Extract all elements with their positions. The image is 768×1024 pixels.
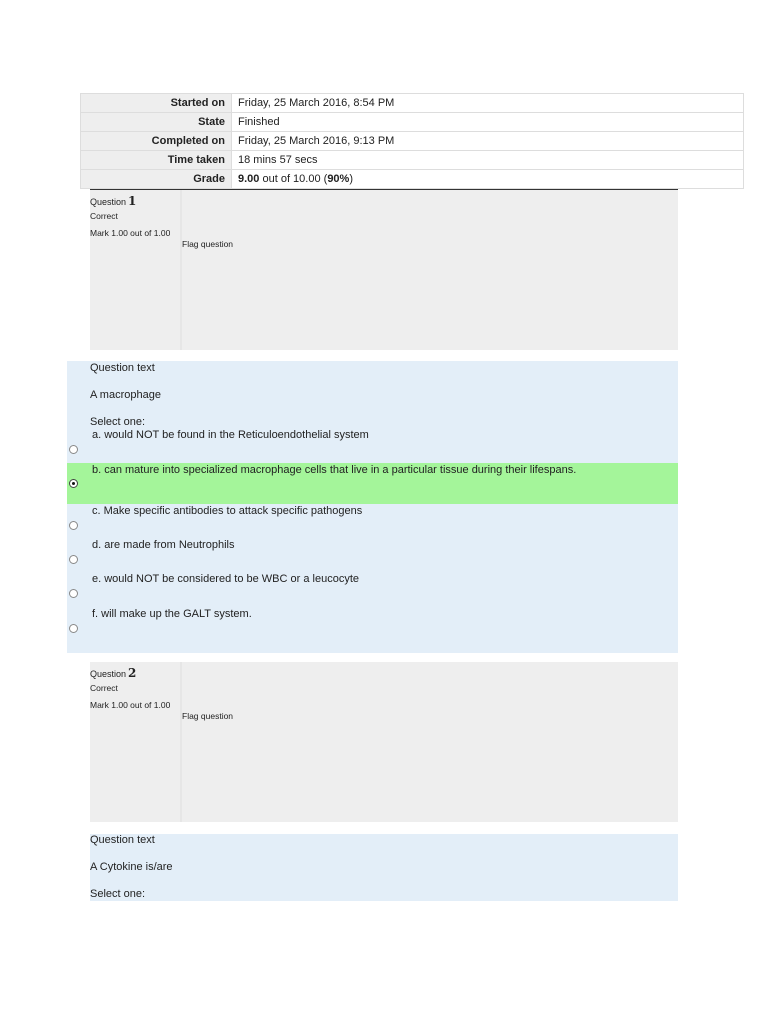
option-radio[interactable] bbox=[69, 589, 78, 598]
option-radio[interactable] bbox=[69, 624, 78, 633]
question-number bbox=[90, 666, 136, 680]
option-label: c. Make specific antibodies to attack specific pathogens bbox=[92, 505, 363, 517]
summary-row-started bbox=[81, 94, 744, 113]
attempt-summary-table bbox=[80, 93, 744, 189]
question-mark: Mark 1.00 out of 1.00 bbox=[90, 700, 171, 710]
info-divider bbox=[180, 190, 182, 350]
option-label: b. can mature into specialized macrophage cells that live in a particular tissue during their lifespans. bbox=[92, 464, 577, 476]
summary-row-state bbox=[81, 113, 744, 132]
question-text-heading: Question text bbox=[90, 834, 155, 846]
grade-value bbox=[232, 170, 744, 189]
grade-mid: out of 10.00 ( bbox=[259, 173, 328, 185]
grade-score: 9.00 bbox=[238, 173, 260, 185]
grade-percent: 90% bbox=[327, 173, 350, 185]
option-radio[interactable] bbox=[69, 479, 78, 488]
summary-row-grade bbox=[81, 170, 744, 189]
question-text-heading: Question text bbox=[90, 362, 155, 374]
option-label: d. are made from Neutrophils bbox=[92, 539, 235, 551]
question-text: A Cytokine is/are bbox=[90, 861, 173, 873]
select-one-label: Select one: bbox=[90, 888, 146, 900]
option-radio[interactable] bbox=[69, 445, 78, 454]
summary-value: Friday, 25 March 2016, 9:13 PM bbox=[232, 132, 744, 151]
summary-value: 18 mins 57 secs bbox=[232, 151, 744, 170]
summary-key: Time taken bbox=[81, 151, 232, 170]
option-radio[interactable] bbox=[69, 521, 78, 530]
summary-key: Grade bbox=[81, 170, 232, 189]
summary-value: Finished bbox=[232, 113, 744, 132]
summary-row-time bbox=[81, 151, 744, 170]
question-1-content bbox=[67, 361, 678, 653]
option-radio[interactable] bbox=[69, 555, 78, 564]
question-2-content bbox=[90, 834, 678, 901]
question-label: Question bbox=[90, 197, 127, 207]
info-divider bbox=[180, 662, 182, 822]
question-num: 1 bbox=[128, 194, 137, 208]
question-label: Question bbox=[90, 669, 127, 679]
option-label: f. will make up the GALT system. bbox=[92, 608, 252, 620]
question-num: 2 bbox=[128, 666, 137, 680]
summary-key: Completed on bbox=[81, 132, 232, 151]
question-state: Correct bbox=[90, 211, 118, 221]
flag-question-link[interactable]: Flag question bbox=[182, 711, 234, 721]
summary-key: Started on bbox=[81, 94, 232, 113]
question-number bbox=[90, 194, 136, 208]
option-label: a. would NOT be found in the Reticuloendothelial system bbox=[92, 429, 369, 441]
question-1-info bbox=[90, 189, 678, 350]
question-2-info bbox=[90, 662, 678, 822]
select-one-label: Select one: bbox=[90, 416, 146, 428]
summary-row-completed bbox=[81, 132, 744, 151]
question-state: Correct bbox=[90, 683, 118, 693]
option-label: e. would NOT be considered to be WBC or a leucocyte bbox=[92, 573, 359, 585]
flag-question-link[interactable]: Flag question bbox=[182, 239, 234, 249]
summary-value: Friday, 25 March 2016, 8:54 PM bbox=[232, 94, 744, 113]
grade-end: ) bbox=[349, 173, 354, 185]
summary-key: State bbox=[81, 113, 232, 132]
question-text: A macrophage bbox=[90, 389, 161, 401]
question-mark: Mark 1.00 out of 1.00 bbox=[90, 228, 171, 238]
